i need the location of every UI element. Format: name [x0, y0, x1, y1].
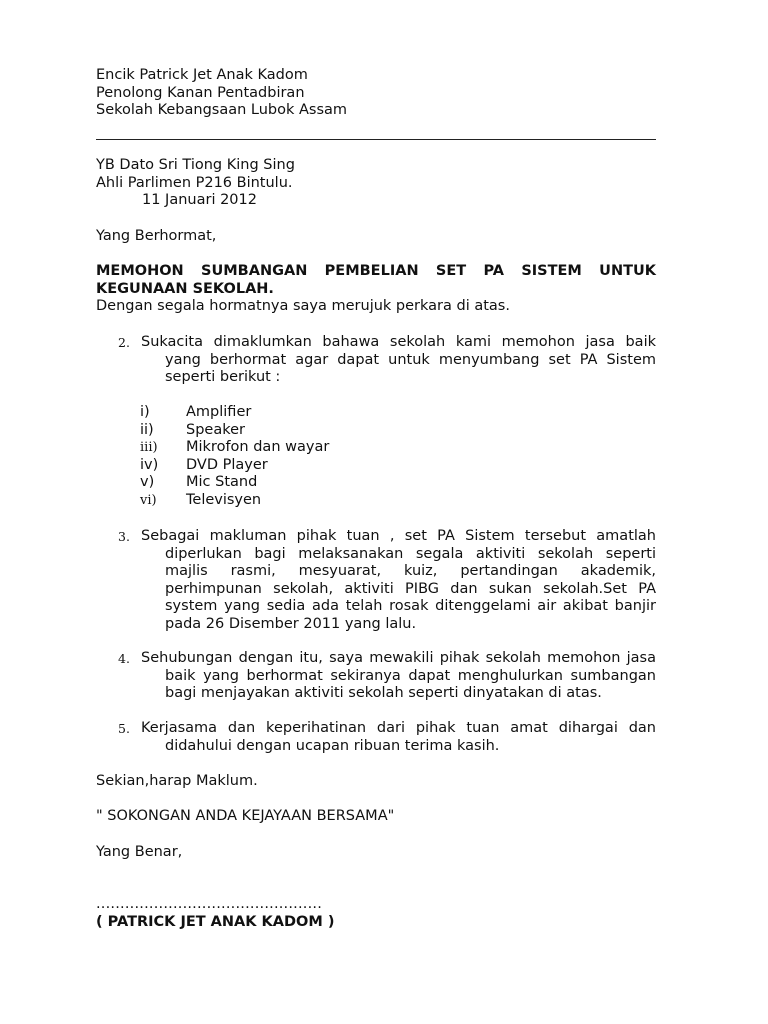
paragraph-line: Sebagai makluman pihak tuan , set PA Sistem tersebut amatlah — [141, 528, 656, 544]
salutation-block — [96, 228, 656, 246]
recipient-name: YB Dato Sri Tiong King Sing — [96, 157, 295, 173]
list-item-numeral: v) — [140, 474, 155, 490]
list-item-label: Mikrofon dan wayar — [186, 439, 330, 455]
paragraph-line: Sukacita dimaklumkan bahawa sekolah kami memohon jasa baik — [141, 334, 656, 350]
list-item-numeral: i) — [140, 404, 150, 420]
list-item-label: Mic Stand — [186, 474, 258, 490]
list-item-numeral: ii) — [140, 421, 154, 438]
paragraph-line: perhimpunan sekolah, aktiviti PIBG dan sukan sekolah.Set PA — [165, 580, 656, 597]
closing-block — [96, 773, 656, 791]
sender-block — [96, 67, 656, 120]
paragraph-line: didahului dengan ucapan ribuan terima kasih. — [165, 737, 500, 754]
closing-text: Sekian,harap Maklum. — [96, 773, 258, 789]
paragraph-number: 2. — [118, 335, 130, 350]
paragraph-line: yang berhormat agar dapat untuk menyumbang set PA Sistem — [165, 351, 656, 368]
signoff-block — [96, 844, 656, 862]
header-divider — [96, 139, 656, 140]
subject-line-2: KEGUNAAN SEKOLAH. — [96, 280, 274, 297]
paragraph-line: diperlukan bagi melaksanakan segala aktiviti sekolah seperti — [165, 545, 656, 562]
paragraph-line: bagi menjayakan aktiviti sekolah seperti dinyatakan di atas. — [165, 685, 602, 701]
signature-block — [96, 896, 656, 931]
list-item-numeral: iii) — [140, 440, 158, 455]
recipient-position: Ahli Parlimen P216 Bintulu. — [96, 174, 293, 191]
subject-block — [96, 263, 656, 316]
letter-date: 11 Januari 2012 — [142, 192, 257, 208]
list-item-label: DVD Player — [186, 456, 268, 473]
list-item-numeral: iv) — [140, 456, 159, 473]
paragraph-line: pada 26 Disember 2011 yang lalu. — [165, 615, 417, 632]
signature-name: ( PATRICK JET ANAK KADOM ) — [96, 913, 335, 930]
list-item-label: Speaker — [186, 421, 245, 438]
paragraph-line: baik yang berhormat sekiranya dapat menghulurkan sumbangan — [165, 667, 656, 684]
list-item-label: Amplifier — [186, 404, 252, 420]
paragraph-number: 5. — [118, 721, 130, 736]
paragraph-line: Sehubungan dengan itu, saya mewakili pihak sekolah memohon jasa — [141, 650, 656, 666]
motto-block — [96, 808, 656, 826]
salutation: Yang Berhormat, — [96, 228, 217, 244]
paragraph-line: Kerjasama dan keperihatinan dari pihak tuan amat dihargai dan — [141, 720, 656, 736]
sender-school: Sekolah Kebangsaan Lubok Assam — [96, 102, 348, 118]
paragraph-line: system yang sedia ada telah rosak ditenggelami air akibat banjir — [165, 598, 656, 614]
intro-text: Dengan segala hormatnya saya merujuk perkara di atas. — [96, 298, 510, 314]
recipient-block — [96, 157, 656, 210]
sender-position: Penolong Kanan Pentadbiran — [96, 84, 305, 101]
signoff-text: Yang Benar, — [96, 844, 183, 860]
sender-name: Encik Patrick Jet Anak Kadom — [96, 67, 308, 83]
motto-text: " SOKONGAN ANDA KEJAYAAN BERSAMA" — [96, 808, 395, 824]
list-item-numeral: vi) — [140, 492, 157, 508]
signature-line: ............................................... — [96, 896, 323, 912]
paragraph-number: 3. — [118, 529, 130, 544]
paragraph-line: seperti berikut : — [165, 369, 281, 385]
paragraph-line: majlis rasmi, mesyuarat, kuiz, pertandingan akademik, — [165, 563, 656, 579]
paragraph-number: 4. — [118, 651, 130, 666]
list-item-label: Televisyen — [186, 491, 262, 508]
subject-line-1: MEMOHON SUMBANGAN PEMBELIAN SET PA SISTEM UNTUK — [96, 263, 656, 279]
